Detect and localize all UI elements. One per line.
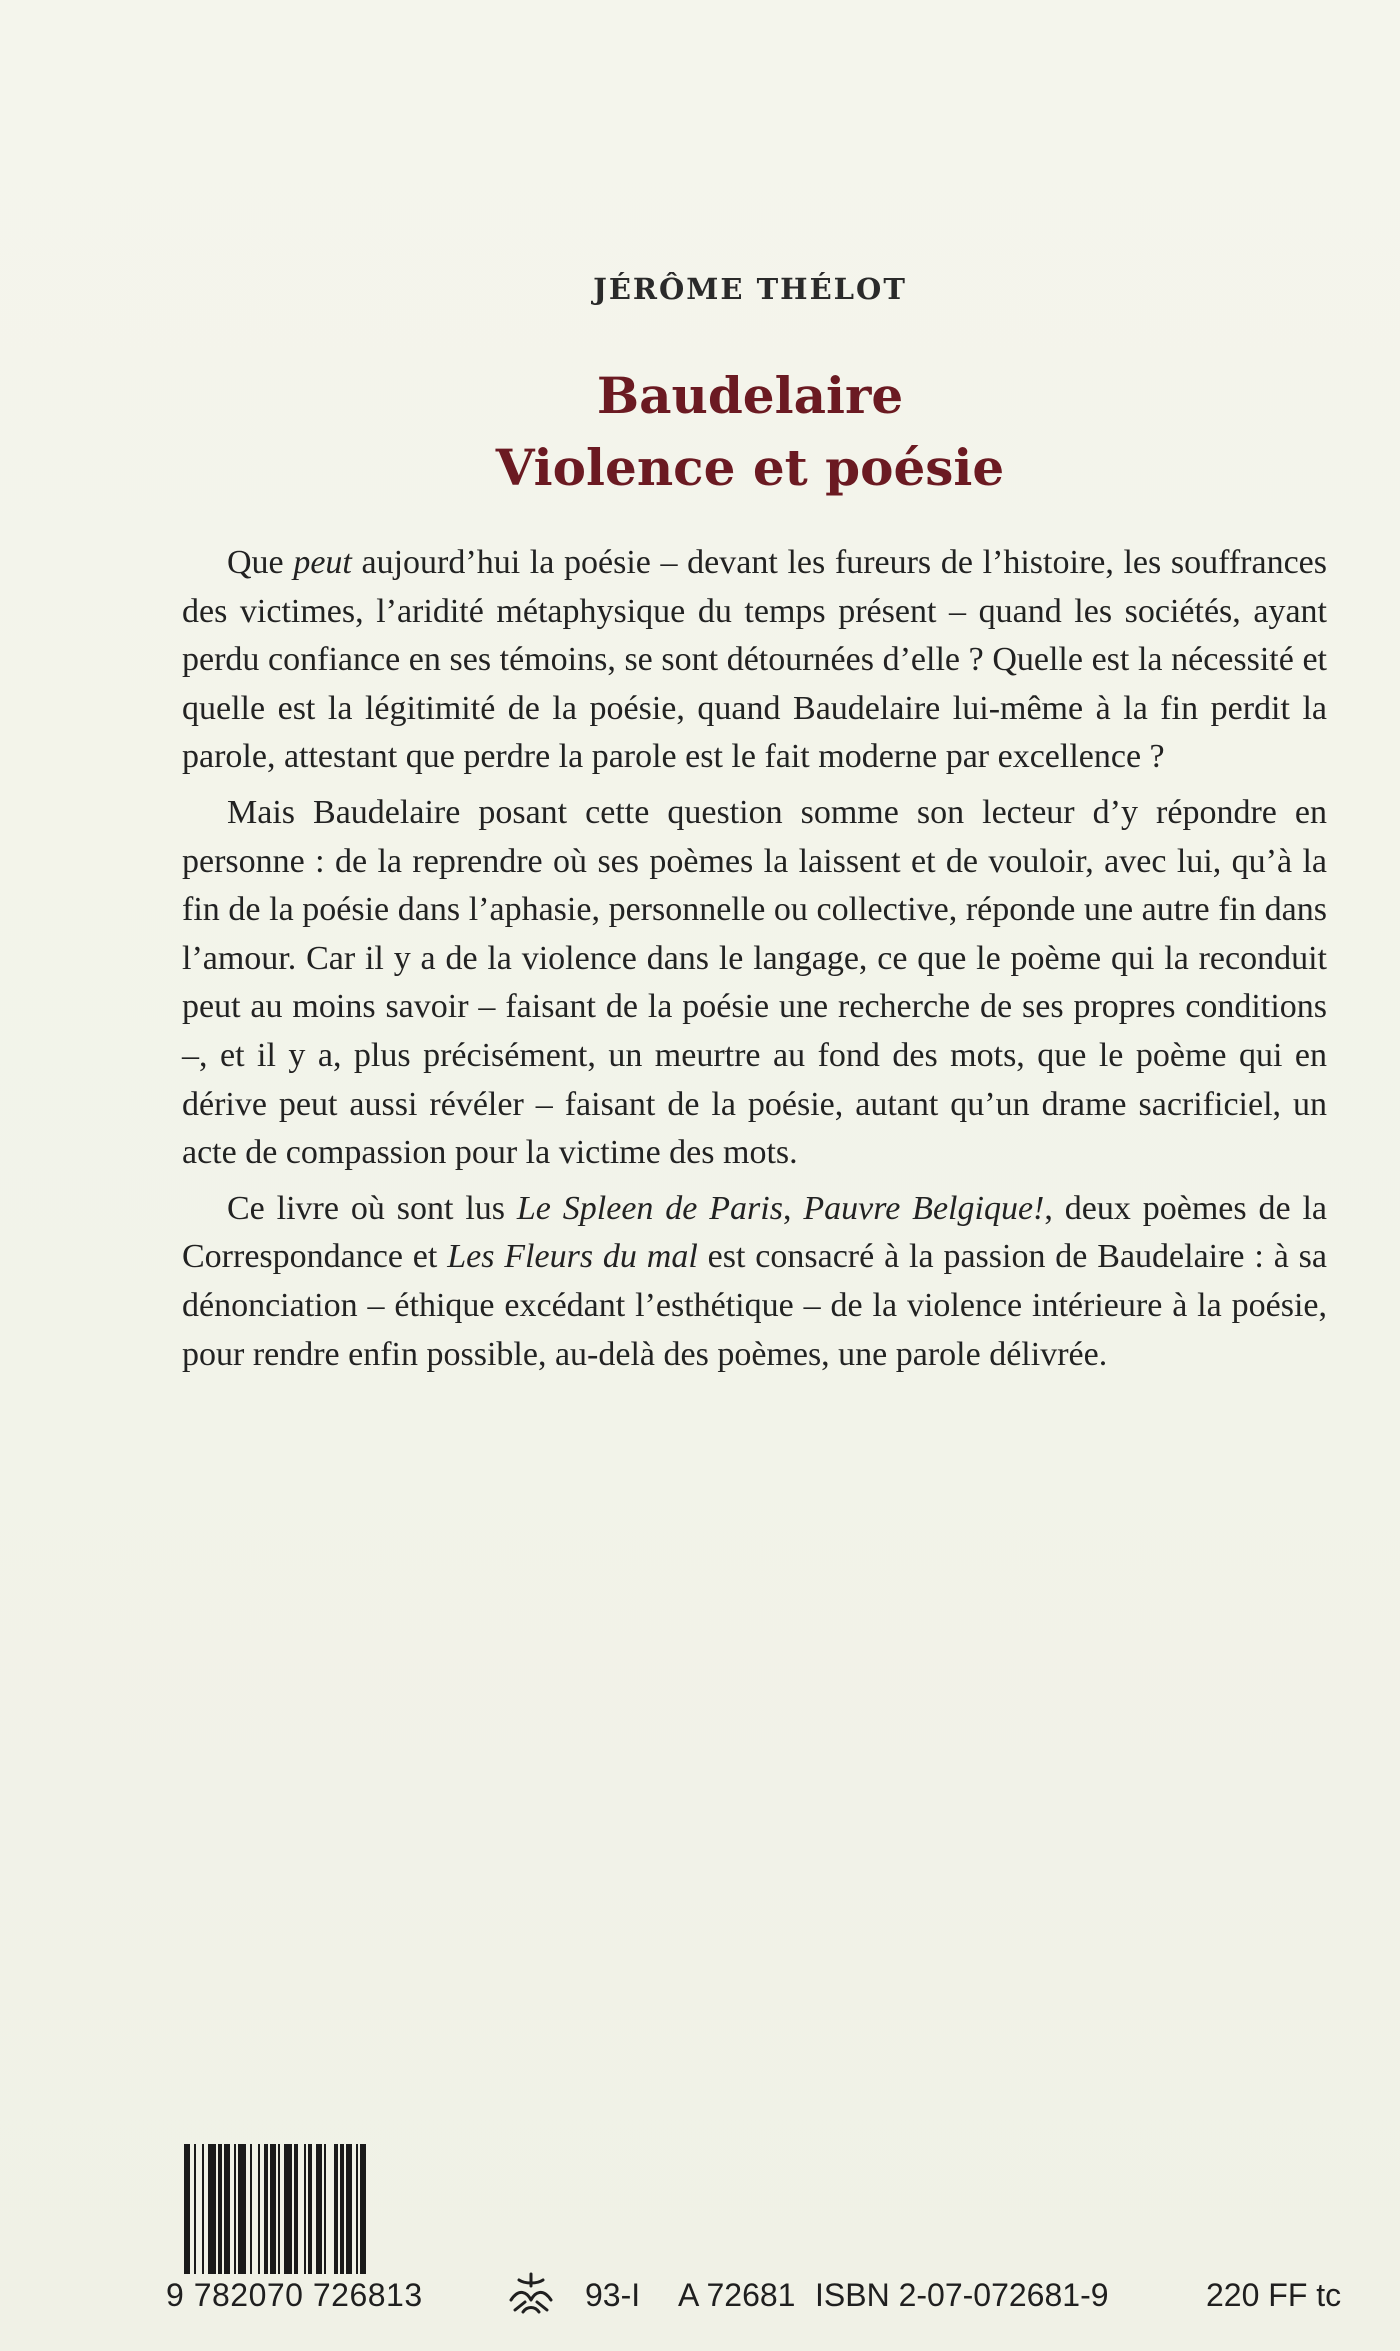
isbn: ISBN 2-07-072681-9 <box>815 2277 1109 2313</box>
series-code: 93-I <box>585 2277 641 2313</box>
barcode-bar <box>194 2144 196 2274</box>
blurb-paragraph-3 <box>182 1185 1327 1379</box>
barcode-bar <box>264 2144 268 2274</box>
barcode-bar <box>284 2144 292 2274</box>
text-run-italic: peut <box>293 544 352 581</box>
barcode-bar <box>360 2144 366 2274</box>
text-run: , deux poèmes de la Correspondance et <box>182 1189 1328 1276</box>
barcode-bar <box>278 2144 280 2274</box>
barcode-bar <box>304 2144 306 2274</box>
title-line-1: Baudelaire <box>596 366 904 425</box>
barcode-bar <box>316 2144 322 2274</box>
barcode-bar <box>270 2144 276 2274</box>
text-run-italic: Le Spleen de Paris <box>516 1189 783 1227</box>
barcode-bar <box>208 2144 216 2274</box>
barcode-bars <box>182 2144 482 2274</box>
text-run-italic: Pauvre Belgique! <box>803 1189 1045 1227</box>
barcode-bar <box>340 2144 344 2274</box>
barcode-bar <box>224 2144 230 2274</box>
barcode-bar <box>294 2144 298 2274</box>
barcode-bar <box>184 2144 190 2274</box>
blurb <box>182 539 1327 1386</box>
title-line-2: Violence et poésie <box>495 438 1005 497</box>
barcode-bar <box>356 2144 358 2274</box>
barcode-bar <box>308 2144 312 2274</box>
barcode-bar <box>250 2144 252 2274</box>
barcode-bar <box>202 2144 204 2274</box>
barcode-bar <box>346 2144 352 2274</box>
barcode-bar <box>258 2144 260 2274</box>
text-run: Ce livre où sont lus <box>227 1189 517 1227</box>
barcode-bar <box>324 2144 326 2274</box>
catalog-code: A 72681 <box>678 2277 796 2313</box>
blurb-paragraph-1 <box>182 539 1327 782</box>
book-title <box>0 360 1400 504</box>
text-run: aujourd’hui la poésie – devant les fureurs de l’histoire, les souffrances des victimes, l’aridité métaphysique du temps présent – quand les sociétés, ayant perdu confiance en ses témoins, se sont détournées d’elle ? Quelle est la nécessité et quelle est la légitimité de la poésie, quand Baudelaire lui-même à la fin perdit la parole, attestant que perdre la parole est le fait moderne par excellence ? <box>182 544 1327 776</box>
text-run: Que <box>227 544 294 581</box>
barcode-bar <box>218 2144 222 2274</box>
blurb-paragraph-2: Mais Baudelaire posant cette question somme son lecteur d’y répondre en personne : de la reprendre où ses poèmes la laissent et de vouloir, avec lui, qu’à la fin de la poésie dans l’aphasie, personnelle ou collective, réponde une autre fin dans l’amour. Car il y a de la violence dans le langage, ce que le poème qui la reconduit peut au moins savoir – faisant de la poésie une recherche de ses propres conditions –, et il y a, plus précisément, un meurtre au fond des mots, que le poème qui en dérive peut aussi révéler – faisant de la poésie, autant qu’un drame sacrificiel, un acte de compassion pour la victime des mots. <box>182 793 1327 1172</box>
text-run-italic: Les Fleurs du mal <box>447 1238 698 1276</box>
text-run: est consacré à la passion de Baudelaire : à sa dénonciation – éthique excédant l’esthétique – de la violence intérieure à la poésie, pour rendre enfin possible, au-delà des poèmes, une parole délivrée. <box>182 1238 1327 1373</box>
price: 220 FF tc <box>1206 2277 1342 2313</box>
barcode-digits: 9 782070 726813 <box>166 2277 423 2313</box>
barcode-bar <box>334 2144 338 2274</box>
text-run: , <box>782 1189 804 1227</box>
barcode-bar <box>234 2144 236 2274</box>
author-name: JÉRÔME THÉLOT <box>593 272 907 306</box>
barcode-bar <box>238 2144 246 2274</box>
barcode <box>182 2144 482 2274</box>
gallimard-logo-icon <box>505 2270 557 2316</box>
